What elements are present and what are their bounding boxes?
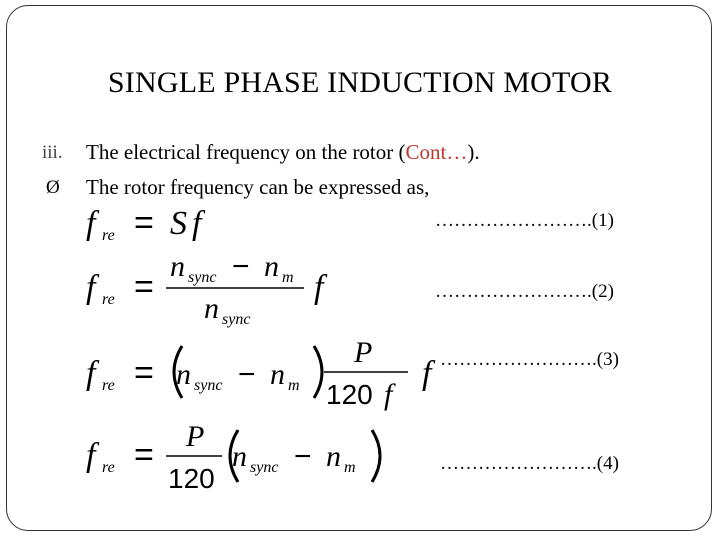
eq2-f: f <box>86 269 96 306</box>
eq2-den-sync: sync <box>222 311 251 328</box>
eq2-num-m: m <box>282 269 294 286</box>
eq1-S: S <box>170 205 187 242</box>
equation-4 <box>86 418 406 503</box>
eq3-right-paren <box>314 346 322 398</box>
eq3-P: P <box>354 336 373 369</box>
eq2-num-n: n <box>170 250 185 283</box>
roman-marker: iii. <box>42 142 63 163</box>
equation-2 <box>86 248 346 337</box>
eq1-f2: f <box>192 205 202 242</box>
eq3-m: m <box>288 377 300 394</box>
eq1-equals: = <box>134 204 154 242</box>
eq3-den-f: f <box>384 378 393 411</box>
equation-ref-1: …………………….(1) <box>435 210 614 231</box>
eq4-f: f <box>86 437 96 474</box>
arrow-bullet-icon: Ø <box>46 177 60 198</box>
eq4-right-paren <box>372 430 380 482</box>
eq3-f: f <box>86 355 96 392</box>
eq2-num-nm: n <box>264 250 279 283</box>
equation-ref-2: …………………….(2) <box>435 281 614 302</box>
bullet-text-part1: The electrical frequency on the rotor ( <box>86 140 406 164</box>
bullet-text-part2: ). <box>467 140 480 164</box>
eq3-nm: n <box>270 358 285 391</box>
eq1-f: f <box>86 205 96 242</box>
eq3-sync: sync <box>194 377 223 394</box>
eq2-den-n: n <box>204 292 219 325</box>
equation-1 <box>86 200 226 251</box>
eq3-minus: − <box>238 358 256 391</box>
eq2-equals: = <box>134 268 154 306</box>
eq4-sub-re: re <box>102 459 115 476</box>
eq2-num-minus: − <box>232 250 250 283</box>
eq2-num-sync: sync <box>188 269 217 286</box>
cont-label: Cont… <box>405 140 468 164</box>
eq3-120: 120 <box>326 379 373 410</box>
eq4-P: P <box>186 420 205 453</box>
eq1-sub-re: re <box>102 227 115 244</box>
eq4-minus: − <box>294 440 312 473</box>
eq3-n: n <box>176 358 191 391</box>
eq4-m: m <box>344 459 356 476</box>
eq4-n: n <box>232 440 247 473</box>
eq3-f2: f <box>422 355 432 392</box>
eq4-equals: = <box>134 436 154 474</box>
bullet-text-rotor: The rotor frequency can be expressed as, <box>86 175 430 199</box>
eq2-f2: f <box>314 269 324 306</box>
eq2-sub-re: re <box>102 291 115 308</box>
slide-title: SINGLE PHASE INDUCTION MOTOR <box>107 66 613 99</box>
eq3-equals: = <box>134 354 154 392</box>
equation-ref-3: …………………….(3) <box>440 349 619 370</box>
eq4-sync: sync <box>250 459 279 476</box>
eq4-nm: n <box>326 440 341 473</box>
equation-3 <box>86 332 446 421</box>
equation-ref-4: …………………….(4) <box>440 453 619 474</box>
eq4-120: 120 <box>168 463 215 494</box>
bullet-text-frequency <box>86 140 480 165</box>
eq3-sub-re: re <box>102 377 115 394</box>
